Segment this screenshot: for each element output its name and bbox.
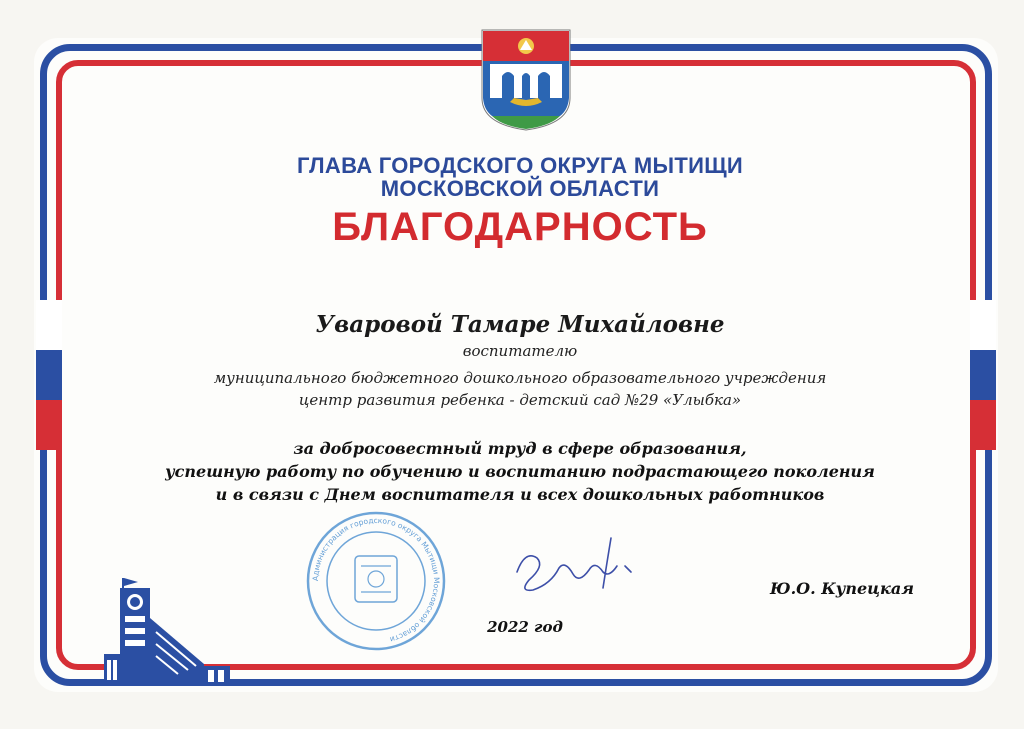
organization-line-1: муниципального бюджетного дошкольного образовательного учреждения	[213, 369, 827, 387]
recipient-position: воспитателю	[462, 342, 578, 360]
svg-text:Администрация городского округ: Администрация городского округа Мытищи Московской области	[310, 515, 442, 645]
reason-line-2: успешную работу по обучению и воспитанию подрастающего поколения	[165, 462, 875, 481]
tricolor-ribbon-left	[36, 300, 62, 450]
reason-line-3: и в связи с Днем воспитателя и всех дошкольных работников	[215, 485, 825, 504]
round-stamp-icon	[305, 510, 447, 652]
signer-name: Ю.О. Купецкая	[770, 579, 914, 598]
handwritten-signature	[505, 532, 645, 602]
certificate-title: БЛАГОДАРНОСТЬ	[332, 205, 708, 249]
recipient-name: Уваровой Тамаре Михайловне	[315, 311, 725, 338]
town-hall-building-icon	[96, 574, 236, 686]
reason-line-1: за добросовестный труд в сфере образования,	[293, 439, 747, 458]
issuer-line-2: МОСКОВСКОЙ ОБЛАСТИ	[380, 176, 660, 201]
coat-of-arms-icon	[480, 28, 572, 132]
certificate-year: 2022 год	[487, 618, 563, 636]
organization-line-2: центр развития ребенка - детский сад №29 «Улыбка»	[298, 391, 742, 409]
tricolor-ribbon-right	[970, 300, 996, 450]
issuer-line-1: ГЛАВА ГОРОДСКОГО ОКРУГА МЫТИЩИ	[296, 153, 744, 178]
